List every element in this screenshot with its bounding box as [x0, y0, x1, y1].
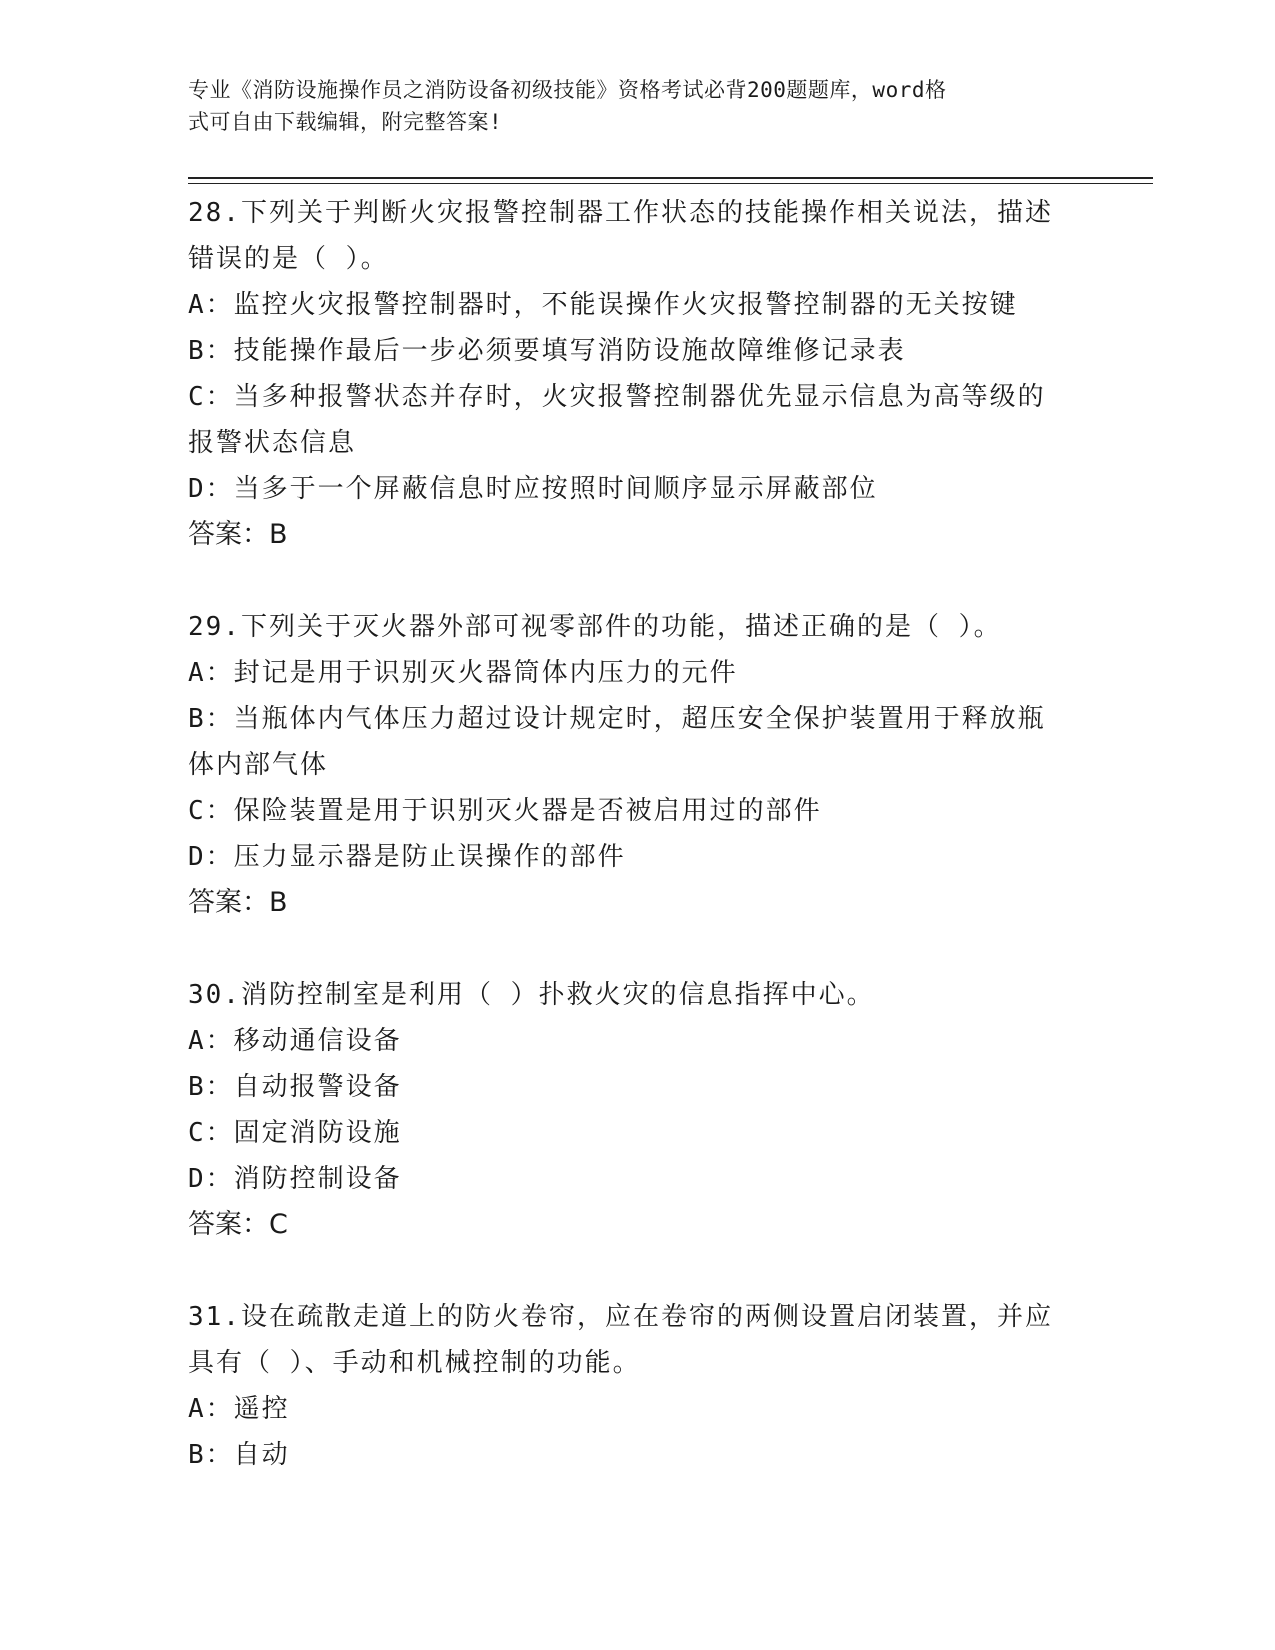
answer-option-continued: 报警状态信息 — [188, 428, 357, 458]
answer-option: C：固定消防设施 — [188, 1118, 402, 1148]
header-divider-thin — [188, 183, 1153, 184]
answer-option: B：技能操作最后一步必须要填写消防设施故障维修记录表 — [188, 336, 906, 366]
answer-option: B：自动 — [188, 1440, 290, 1470]
answer-option: B：自动报警设备 — [188, 1072, 402, 1102]
answer-option: D：当多于一个屏蔽信息时应按照时间顺序显示屏蔽部位 — [188, 474, 878, 504]
header-line-1: 专业《消防设施操作员之消防设备初级技能》资格考试必背200题题库，word格 — [188, 78, 947, 102]
answer-option: C：当多种报警状态并存时，火灾报警控制器优先显示信息为高等级的 — [188, 382, 1046, 412]
correct-answer: 答案：B — [188, 519, 288, 550]
header-divider-thick — [188, 177, 1153, 179]
question-stem: 30.消防控制室是利用（ ）扑救火灾的信息指挥中心。 — [188, 980, 875, 1010]
answer-option: B：当瓶体内气体压力超过设计规定时，超压安全保护装置用于释放瓶 — [188, 704, 1046, 734]
answer-option: A：遥控 — [188, 1394, 290, 1424]
question-stem-continued: 具有（ ）、手动和机械控制的功能。 — [188, 1348, 641, 1378]
question-block — [188, 1294, 1088, 1478]
question-list — [188, 190, 1088, 1524]
question-block — [188, 190, 1088, 558]
question-stem: 28.下列关于判断火灾报警控制器工作状态的技能操作相关说法，描述 — [188, 198, 1053, 228]
answer-option: D：消防控制设备 — [188, 1164, 402, 1194]
correct-answer: 答案：B — [188, 887, 288, 918]
question-stem: 31.设在疏散走道上的防火卷帘，应在卷帘的两侧设置启闭装置，并应 — [188, 1302, 1053, 1332]
document-header — [188, 74, 1088, 138]
answer-option: D：压力显示器是防止误操作的部件 — [188, 842, 626, 872]
answer-option-continued: 体内部气体 — [188, 750, 329, 780]
header-line-2: 式可自由下载编辑，附完整答案! — [188, 110, 503, 134]
question-block — [188, 604, 1088, 926]
answer-option: A：移动通信设备 — [188, 1026, 402, 1056]
answer-option: A：封记是用于识别灭火器筒体内压力的元件 — [188, 658, 738, 688]
question-stem: 29.下列关于灭火器外部可视零部件的功能，描述正确的是（ ）。 — [188, 612, 1002, 642]
answer-option: C：保险装置是用于识别灭火器是否被启用过的部件 — [188, 796, 822, 826]
answer-option: A：监控火灾报警控制器时，不能误操作火灾报警控制器的无关按键 — [188, 290, 1018, 320]
correct-answer: 答案：C — [188, 1209, 288, 1240]
question-stem-continued: 错误的是（ ）。 — [188, 244, 389, 274]
question-block — [188, 972, 1088, 1248]
